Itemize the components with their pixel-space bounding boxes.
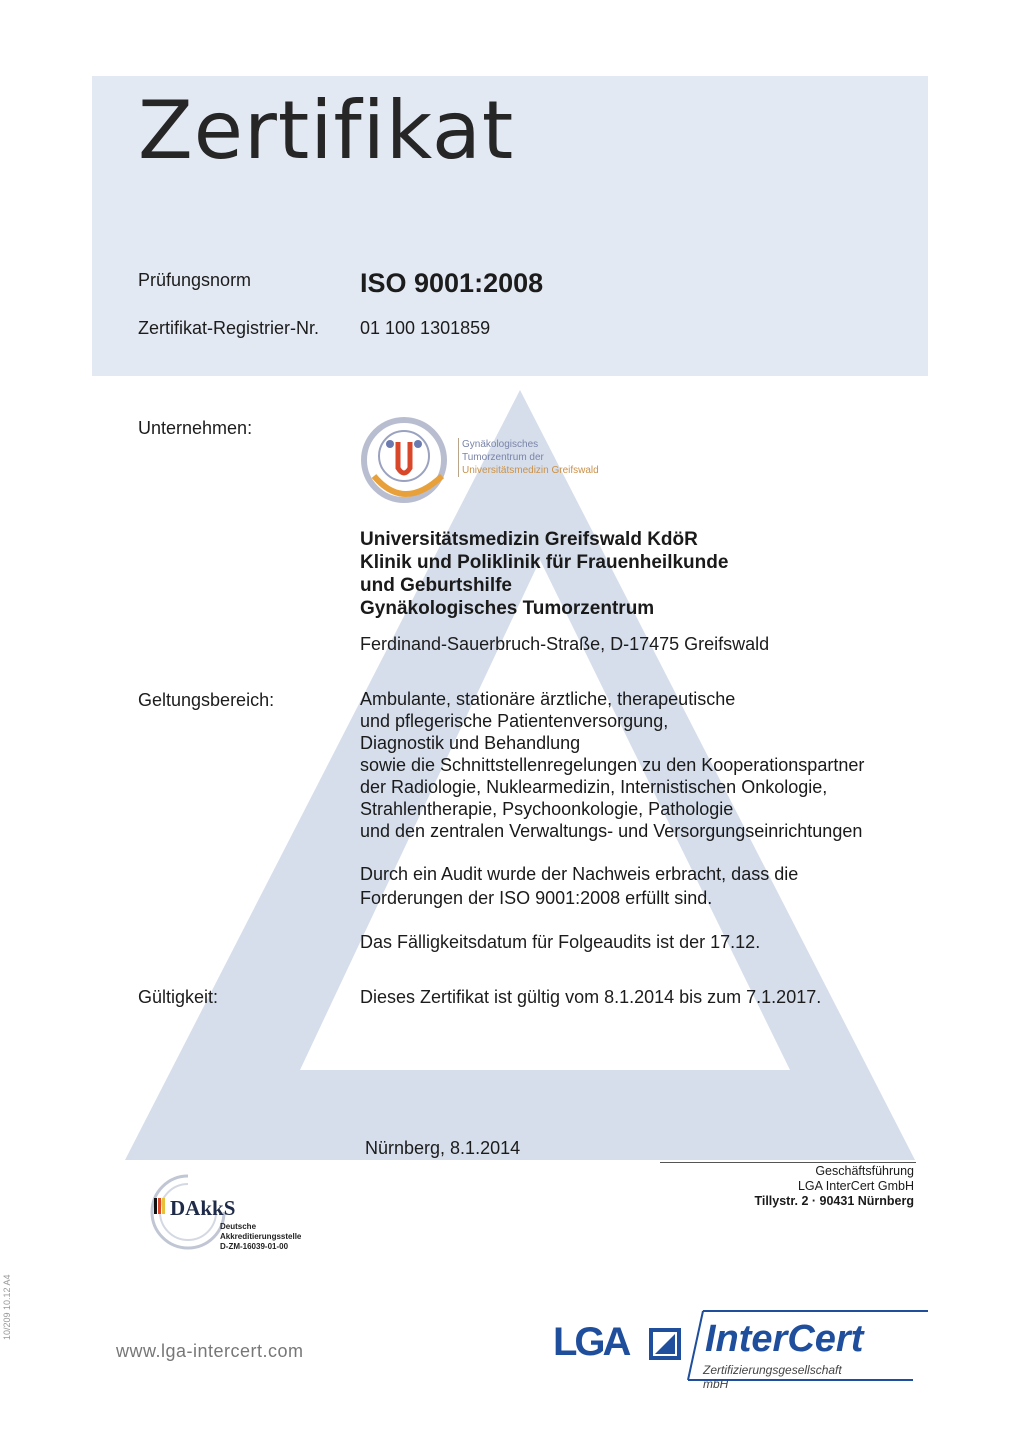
signature-block: Geschäftsführung LGA InterCert GmbH Tillystr. 2 · 90431 Nürnberg <box>754 1164 914 1208</box>
document-code: 10/209 10.12 A4 <box>2 1274 12 1340</box>
place-date: Nürnberg, 8.1.2014 <box>365 1138 521 1158</box>
signature-line <box>660 1162 916 1163</box>
company-label: Unternehmen: <box>138 418 253 438</box>
scope-text: Ambulante, stationäre ärztliche, therapeutische und pflegerische Patientenversorgung, Diagnostik und Behandlung sowie die Schnittstellenregelungen zu den Kooperationspartner der Radiologie, Nuklearmedizin, Internistischen Onkologie, Strahlentherapie, Psychoonkologie, Pathologie und den zentralen Verwaltungs- und Versorgungseinrichtungen <box>360 689 865 841</box>
validity-label: Gültigkeit: <box>138 987 219 1007</box>
audit-statement: Durch ein Audit wurde der Nachweis erbracht, dass die Forderungen der ISO 9001:2008 erfüllt sind. <box>360 864 799 908</box>
tumorzentrum-logo <box>356 416 466 511</box>
validity-text: Dieses Zertifikat ist gültig vom 8.1.2014 bis zum 7.1.2017. <box>360 987 822 1007</box>
standard-value: ISO 9001:2008 <box>360 268 544 298</box>
standard-label: Prüfungsnorm <box>138 270 252 290</box>
certificate-page: Zertifikat Prüfungsnorm ISO 9001:2008 Zertifikat-Registrier-Nr. 01 100 1301859 Unternehmen: Gynäkologisches Tumorzentrum der Universitätsmedizin Greifswald Universitätsmedizin Greifswald KdöR Klinik und Poliklinik für Frauenheilkunde und Geburtshilfe Gynäkologisches Tumorzentrum Ferdinand-Sauerbruch-Straße, D-17475 Greifswald Geltungsbereich: Ambulante, stationäre ärztliche, therapeutische und pflegerische Patientenversorgung, Diagnostik und Behandlung sowie die Schnittstellenregelungen zu den Kooperationspartner der Radiologie, Nuklearmedizin, Internistischen Onkologie, Strahlentherapie, Psychoonkologie, Pathologie und den zentralen Verwaltungs- und Versorgungseinrichtungen Durch ein Audit wurde der Nachweis erbracht, dass die Forderungen der ISO 9001:2008 erfüllt sind. Das Fälligkeitsdatum für Folgeaudits ist der 17.12. Gültigkeit: Dieses Zertifikat ist gültig vom 8.1.2014 bis zum 7.1.2017. Nürnberg, 8.1.2014 Geschäftsführung LGA InterCert GmbH Tillystr. 2 · 90431 Nürnberg DAkkS Deutsche Akkreditierungsstelle D-ZM-16039-01-00 www.lga-intercert.com 10/209 10.12 A4 LGA InterCert Zertifizierungsgesellschaft mbH <box>0 0 1024 1441</box>
page-title: Zertifikat <box>138 84 515 177</box>
scope-label: Geltungsbereich: <box>138 690 275 710</box>
due-date: Das Fälligkeitsdatum für Folgeaudits ist der 17.12. <box>360 932 761 952</box>
registration-value: 01 100 1301859 <box>360 318 491 338</box>
website-link[interactable]: www.lga-intercert.com <box>116 1341 304 1361</box>
registration-label: Zertifikat-Registrier-Nr. <box>138 318 320 338</box>
logo-caption: Gynäkologisches Tumorzentrum der Universitätsmedizin Greifswald <box>458 438 599 477</box>
company-name: Universitätsmedizin Greifswald KdöR Klinik und Poliklinik für Frauenheilkunde und Geburtshilfe Gynäkologisches Tumorzentrum <box>360 529 729 619</box>
company-address: Ferdinand-Sauerbruch-Straße, D-17475 Greifswald <box>360 634 770 654</box>
